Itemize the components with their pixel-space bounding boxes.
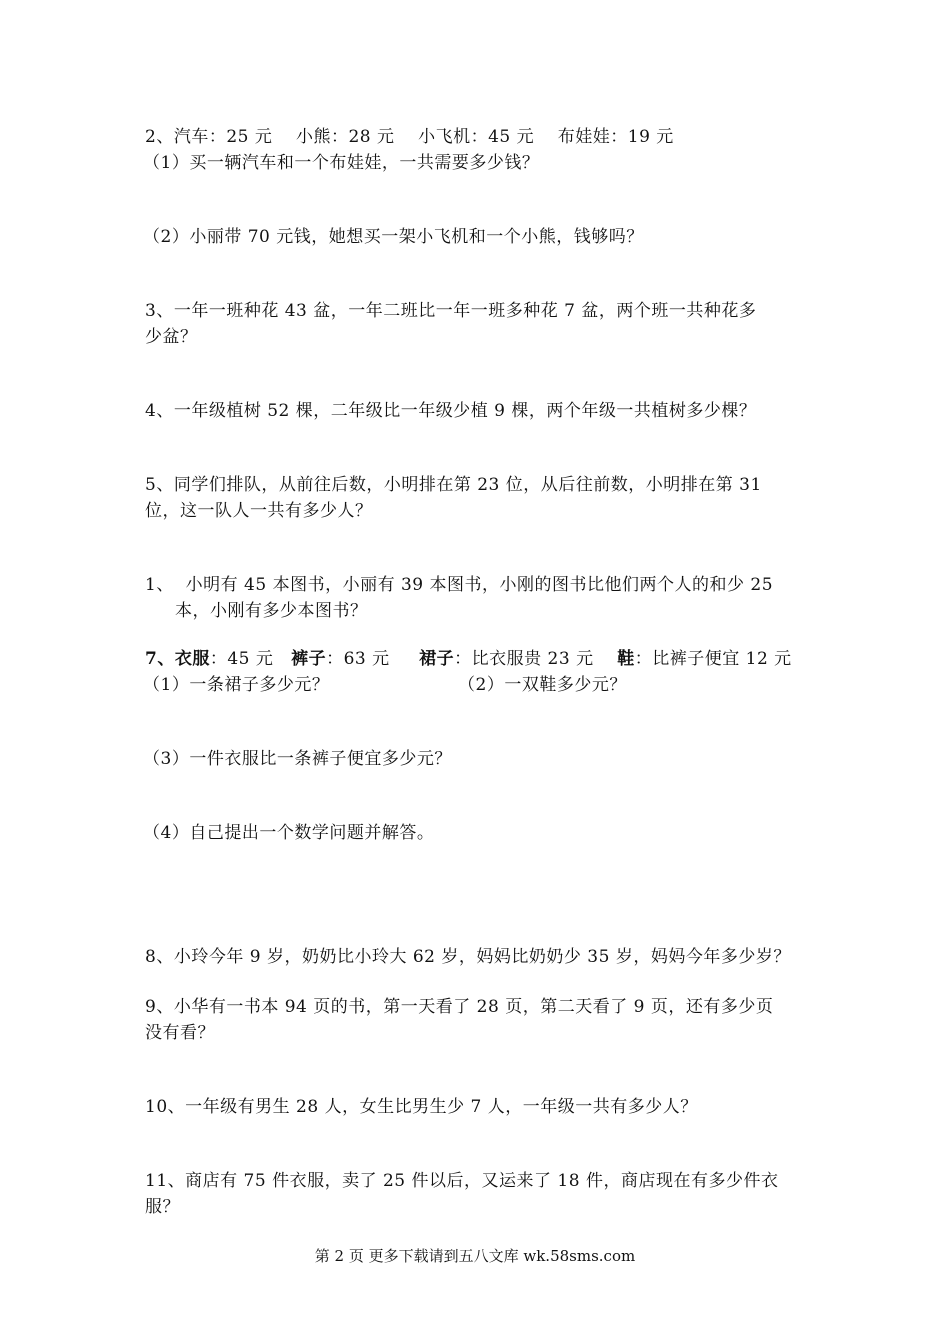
q5-line1: 5、同学们排队，从前往后数，小明排在第 23 位，从后往前数，小明排在第 31 — [145, 475, 762, 495]
q9-line1: 9、小华有一书本 94 页的书，第一天看了 28 页，第二天看了 9 页，还有多少页 — [145, 997, 774, 1017]
q6-line2: 本，小刚有多少本图书？ — [175, 601, 368, 621]
q7-sub4: （4）自己提出一个数学问题并解答。 — [143, 823, 435, 843]
q7-sub2: （2）一双鞋多少元？ — [458, 675, 627, 695]
page-footer: 第 2 页 更多下载请到五八文库 wk.58sms.com — [314, 1247, 636, 1265]
q7-number: 7、 — [145, 649, 175, 669]
q11-line2: 服？ — [145, 1197, 180, 1217]
q7-sub1: （1）一条裙子多少元？ — [143, 675, 330, 695]
q7-skirt-label: 裙子 — [419, 649, 455, 669]
q10-line1: 10、一年级有男生 28 人，女生比男生少 7 人，一年级一共有多少人？ — [145, 1097, 698, 1117]
q11-line1: 11、商店有 75 件衣服，卖了 25 件以后，又运来了 18 件，商店现在有多少件衣 — [145, 1171, 779, 1191]
q8-line1: 8、小玲今年 9 岁，奶奶比小玲大 62 岁，妈妈比奶奶少 35 岁，妈妈今年多少岁？ — [145, 947, 791, 967]
q3-line1: 3、一年一班种花 43 盆，一年二班比一年一班多种花 7 盆，两个班一共种花多 — [145, 301, 757, 321]
q9-line2: 没有看？ — [145, 1023, 215, 1043]
q7-shoes-label: 鞋 — [617, 649, 635, 669]
q3-line2: 少盆？ — [145, 327, 198, 347]
q7-clothes-label: 衣服 — [174, 649, 210, 669]
q2-prices: 2、汽车：25 元 小熊：28 元 小飞机：45 元 布娃娃：19 元 — [145, 127, 674, 147]
q7-skirt-value: ：比衣服贵 23 元 — [454, 649, 618, 669]
q4-line1: 4、一年级植树 52 棵，二年级比一年级少植 9 棵，两个年级一共植树多少棵？ — [145, 401, 757, 421]
q7-clothes-value: ：45 元 — [209, 649, 292, 669]
q6-line1: 1、 小明有 45 本图书，小丽有 39 本图书，小刚的图书比他们两个人的和少 25 — [145, 575, 774, 595]
q7-pants-value: ：63 元 — [326, 649, 420, 669]
q5-line2: 位，这一队人一共有多少人？ — [145, 501, 373, 521]
q2-sub2: （2）小丽带 70 元钱，她想买一架小飞机和一个小熊，钱够吗？ — [143, 227, 644, 247]
q7-sub3: （3）一件衣服比一条裤子便宜多少元？ — [143, 749, 452, 769]
q7-pants-label: 裤子 — [291, 649, 327, 669]
q2-sub1: （1）买一辆汽车和一个布娃娃，一共需要多少钱？ — [143, 153, 540, 173]
q7-prices — [145, 646, 792, 672]
q7-shoes-value: ：比裤子便宜 12 元 — [634, 649, 792, 669]
